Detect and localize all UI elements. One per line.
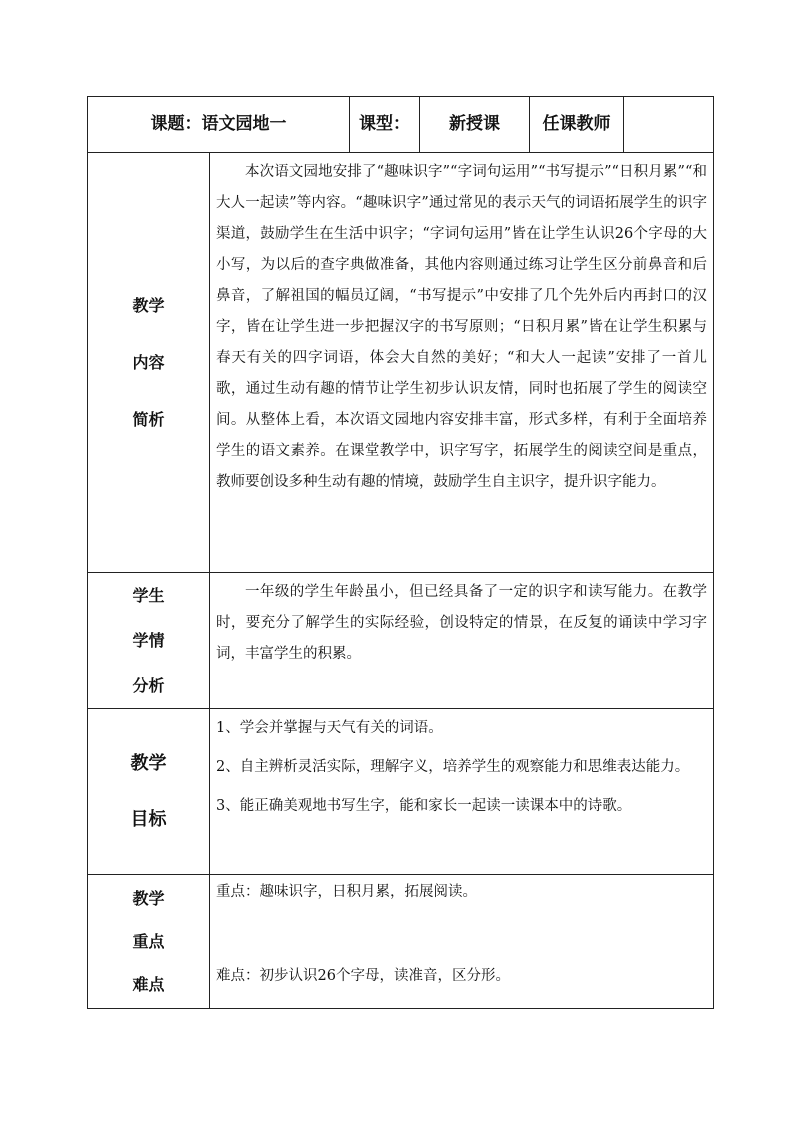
lesson-topic: 课题：语文园地一 <box>88 97 350 153</box>
content-analysis-label: 教学 内容 简析 <box>88 153 210 573</box>
teacher-label: 任课教师 <box>530 97 624 153</box>
key-point-text: 重点：趣味识字，日积月累，拓展阅读。 <box>216 884 477 900</box>
teacher-value <box>624 97 714 153</box>
lesson-type-label: 课型： <box>350 97 420 153</box>
student-analysis-row <box>88 573 714 709</box>
goal-item: 2、自主辨析灵活实际，理解字义，培养学生的观察能力和思维表达能力。 <box>216 759 690 775</box>
lesson-plan-table <box>87 96 714 1009</box>
difficult-point-text: 难点：初步认识26个字母，读准音，区分形。 <box>216 968 510 984</box>
header-row <box>88 97 714 153</box>
key-difficult-row <box>88 875 714 1009</box>
key-difficult-cell <box>210 875 714 1009</box>
student-analysis-text: 一年级的学生年龄虽小，但已经具备了一定的识字和读写能力。在教学时，要充分了解学生的实际经验，创设特定的情景，在反复的诵读中学习字词，丰富学生的积累。 <box>216 584 707 662</box>
key-difficult-label: 教学 重点 难点 <box>88 875 210 1009</box>
content-analysis-text: 本次语文园地安排了“趣味识字”“字词句运用”“书写提示”“日积月累”“和大人一起读”等内容。“趣味识字”通过常见的表示天气的词语拓展学生的识字渠道，鼓励学生在生活中识字；“字词句运用”皆在让学生认识26个字母的大小写，为以后的查字典做准备，其他内容则通过练习让学生区分前鼻音和后鼻音，了解祖国的幅员辽阔，“书写提示”中安排了几个先外后内再封口的汉字，皆在让学生进一步把握汉字的书写原则；“日积月累”皆在让学生积累与春天有关的四字词语，体会大自然的美好；“和大人一起读”安排了一首儿歌，通过生动有趣的情节让学生初步认识友情，同时也拓展了学生的阅读空间。从整体上看，本次语文园地内容安排丰富，形式多样，有利于全面培养学生的语文素养。在课堂教学中，识字写字，拓展学生的阅读空间是重点，教师要创设多种生动有趣的情境，鼓励学生自主识字，提升识字能力。 <box>216 164 707 490</box>
teaching-goals-label: 教学 目标 <box>88 709 210 875</box>
goal-item: 3、能正确美观地书写生字，能和家长一起读一读课本中的诗歌。 <box>216 798 632 814</box>
content-analysis-row <box>88 153 714 573</box>
student-analysis-label: 学生 学情 分析 <box>88 573 210 709</box>
student-analysis-text-cell <box>210 573 714 709</box>
teaching-goals-row <box>88 709 714 875</box>
goal-item: 1、学会并掌握与天气有关的词语。 <box>216 720 443 736</box>
content-analysis-text-cell <box>210 153 714 573</box>
teaching-goals-cell <box>210 709 714 875</box>
lesson-type-value: 新授课 <box>420 97 530 153</box>
